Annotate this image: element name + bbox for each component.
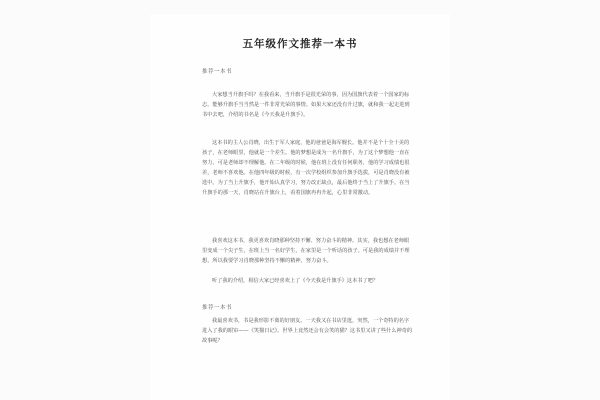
paragraph: 我喜欢这本书，我更喜欢肖晓那种坚持不懈、努力奋斗的精神。其实，我也想在老师眼里变成一个尖子生，在班上当一名好学生，在家里是一个听话的孩子。可是我的成绩并不理想，所以我要学习肖晓那种坚持不懈的精神，努力奋斗。 <box>202 238 410 264</box>
paragraph: 大家想当升旗手吗？在我看来，当升旗手是很光荣的事，因为国旗代表着一个国家的标志。能够升旗手当当然是一件非常光荣的事情。如果大家还没有升过旗，就和我一起走进到书中去吧，介绍的书名是《今天我是升旗手》。 <box>202 92 410 118</box>
paragraph: 听了我的介绍，相信大家已经喜欢上了《今天我是升旗手》这本书了吧？ <box>212 278 379 284</box>
paragraph: 这本书的主人公肖晓，出生于军人家庭，他的爸爸是海军舰长。他并不是个十全十美的孩子，在老师眼里，他就是一个差生。他的梦想是成为一名升旗手，为了这个梦想他一直在努力，可是老师却不理解他。在二年级的时候，他在班上没有任何职务，他的学习成绩也很差，老师不喜欢他。在他四年级的时候，有一次学校组织参加升旗手选拔，可是肖晓没有被选中。为了当上升旗手，他开始认真学习，努力改正缺点，最后他终于当上了升旗手。在当升旗手的那一天，肖晓站在升旗台上，看着国旗冉冉升起，心里非常激动。 <box>202 140 410 196</box>
subheading-2: 推荐一本书 <box>202 305 233 311</box>
subheading-1: 推荐一本书 <box>202 69 233 75</box>
document-sheet <box>150 14 450 400</box>
paragraph: 我最喜欢书，书是我形影不离的好朋友。一天我又在书店里逛，突然，一个奇特的名字进入了我的眼帘——《笑猫日记》。世界上竟然还会有会笑的猫？这书里又讲了些什么神奇的故事呢？ <box>202 318 413 344</box>
document-title: 五年级作文推荐一本书 <box>242 38 358 50</box>
